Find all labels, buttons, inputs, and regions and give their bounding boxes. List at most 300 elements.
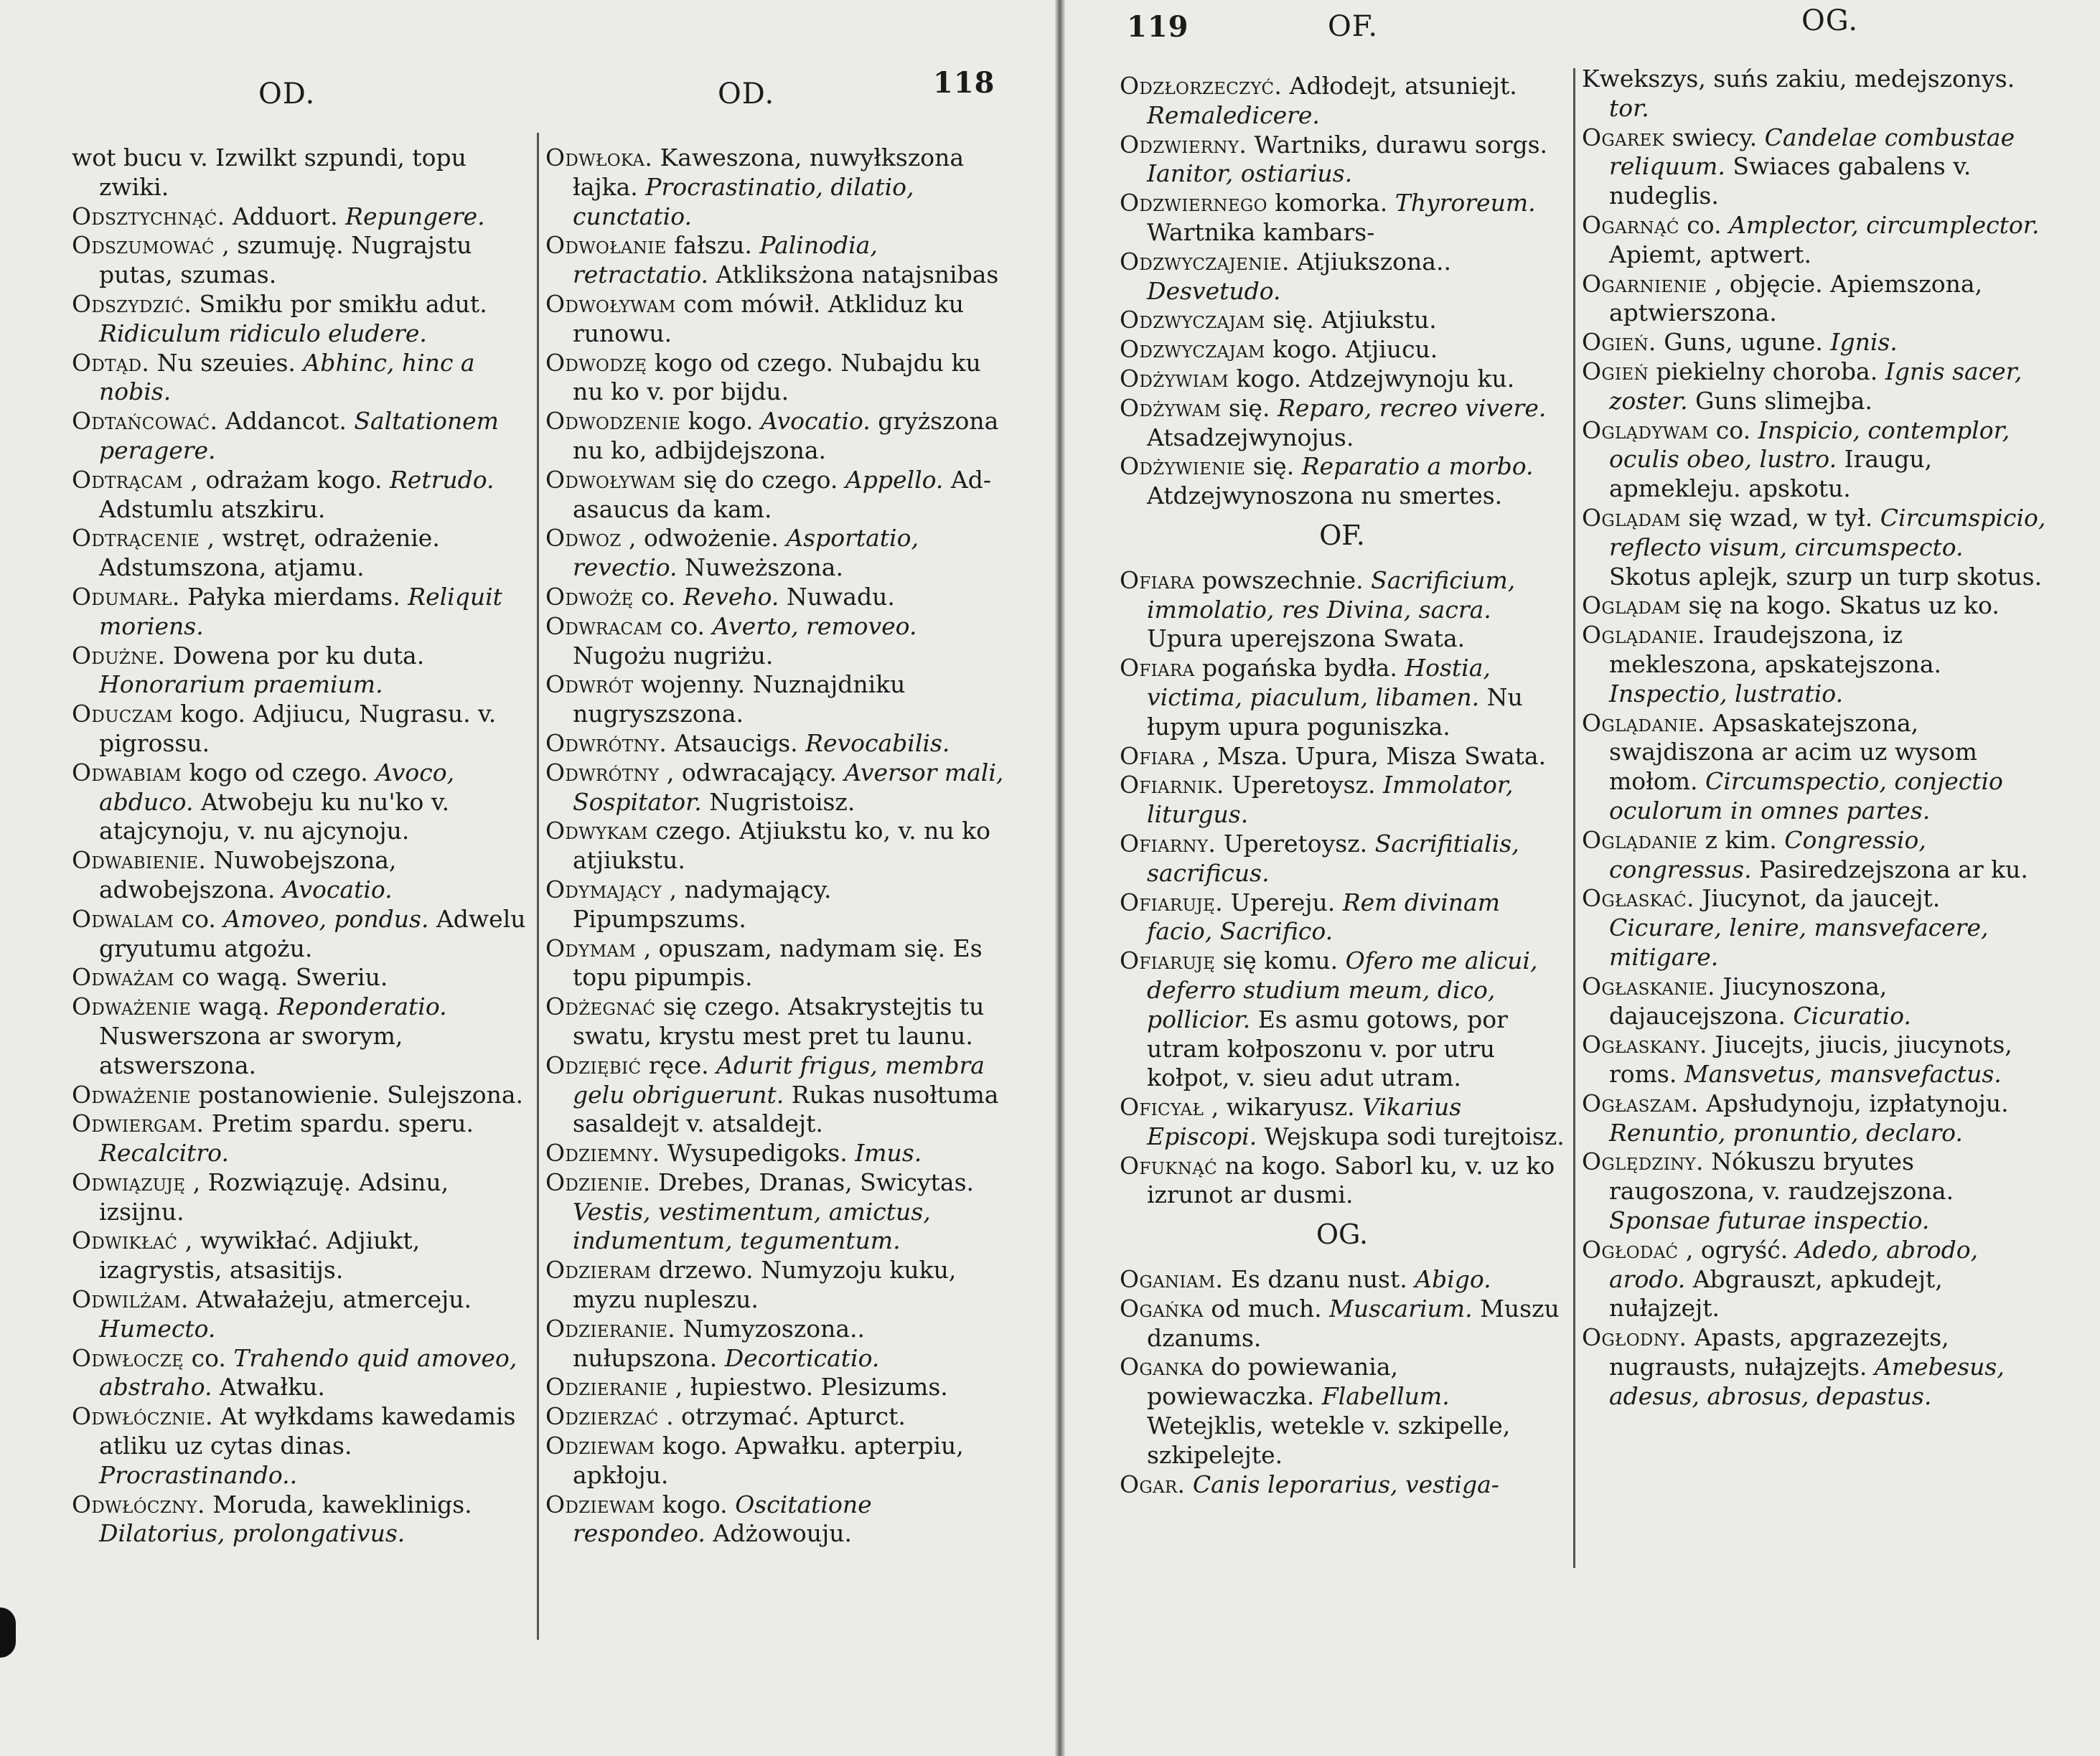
- entry-text: Kwekszys, suńs zakiu, medejszonys.: [1582, 65, 2015, 93]
- dictionary-entry: [1582, 1089, 2048, 1148]
- entry-translation: Upura uperejszona Swata.: [1147, 624, 1466, 653]
- entry-translation: Adstumlu atszkiru.: [99, 494, 326, 523]
- entry-text: się.: [1252, 452, 1295, 481]
- headword: Ogłodny.: [1582, 1323, 1687, 1352]
- headword: Odszumować: [72, 231, 215, 260]
- entry-text: Jiucejts, jiucis, jiucynots, roms.: [1609, 1030, 2012, 1089]
- dictionary-entry: [72, 202, 538, 232]
- dictionary-entry: [1120, 1470, 1565, 1500]
- entry-text: , wywikłać. Adjiukt, izagrystis, atsasitijs.: [99, 1226, 421, 1285]
- headword: Ogarek: [1582, 123, 1665, 151]
- headword: Oglądam: [1582, 503, 1682, 532]
- entry-translation: Adwelu gryutumu atgożu.: [99, 904, 526, 962]
- entry-text: Atjiukszona..: [1297, 247, 1451, 276]
- headword: Odważenie: [72, 992, 192, 1021]
- headword: Odwracam: [545, 611, 663, 640]
- entry-text: co.: [670, 611, 705, 640]
- headword: Odwrót: [545, 670, 634, 699]
- entry-text: swiecy.: [1672, 123, 1758, 151]
- latin-gloss: Ignis.: [1830, 328, 1898, 357]
- latin-gloss: Rem divinam facio, Sacrifico.: [1147, 888, 1501, 946]
- entry-text: , odwracający.: [666, 758, 837, 787]
- right-page: [1091, 0, 2081, 1756]
- entry-text: Pretim spardu. speru.: [211, 1109, 474, 1138]
- headword: Oficyał: [1120, 1093, 1204, 1122]
- dictionary-entry: [1120, 1295, 1565, 1353]
- dictionary-entry: [72, 759, 538, 846]
- latin-gloss: Avocatio.: [760, 407, 871, 436]
- dictionary-entry: [1582, 270, 2048, 329]
- headword: Odwrótny.: [545, 728, 667, 757]
- headword: Oganiam.: [1120, 1265, 1224, 1294]
- entry-text: wojenny. Nuznajdniku nugryszszona.: [573, 670, 906, 728]
- headword: Oglądanie.: [1582, 708, 1705, 737]
- headword: Ogłodać: [1582, 1235, 1679, 1264]
- headword: Odwiergam.: [72, 1109, 205, 1138]
- headword: Odzienie.: [545, 1168, 651, 1196]
- latin-gloss: Abhinc, hinc a nobis.: [99, 348, 475, 406]
- entry-text: co.: [181, 904, 216, 933]
- entry-text: , nadymający. Pipumpszums.: [573, 875, 832, 933]
- headword: Ofiara: [1120, 654, 1195, 682]
- dictionary-entry: [545, 1256, 1005, 1315]
- entry-text: co wagą. Sweriu.: [182, 963, 388, 992]
- entry-translation: Abgrauszt, apkudejt, nułajzejt.: [1609, 1264, 1943, 1323]
- dictionary-entry: [1582, 1147, 2048, 1235]
- entry-text: kogo. Adjiucu, Nugrasu. v. pigrossu.: [99, 700, 497, 757]
- right-column-2: [1582, 65, 2048, 1412]
- entry-translation: Atkliksżona natajsnibas: [716, 260, 999, 289]
- entry-translation: Muszu dzanums.: [1147, 1294, 1560, 1352]
- headword: Ogłaskanie.: [1582, 972, 1715, 1000]
- latin-gloss: Reparatio a morbo.: [1301, 452, 1534, 481]
- latin-gloss: Repungere.: [345, 202, 485, 230]
- entry-text: Guns, ugune.: [1664, 328, 1823, 357]
- headword: Ofiara: [1120, 741, 1195, 770]
- entry-text: kogo. Apwałku. apterpiu, apkłoju.: [573, 1432, 964, 1489]
- entry-text: Adłodejt, atsuniejt.: [1289, 72, 1517, 100]
- page-edge-shadow: [0, 1607, 16, 1658]
- headword: Odzwyczajam: [1120, 335, 1265, 364]
- dictionary-entry: [1582, 65, 2048, 123]
- left-running-head: [43, 0, 1048, 115]
- entry-text: Drebes, Dranas, Swicytas.: [658, 1168, 975, 1196]
- headword: Odtańcować.: [72, 407, 218, 436]
- entry-translation: Atsadzejwynojus.: [1147, 423, 1354, 451]
- entry-text: Wysupedigoks.: [667, 1139, 848, 1168]
- latin-gloss: Revocabilis.: [805, 728, 950, 757]
- headword: Odżywienie: [1120, 452, 1246, 481]
- entry-text: , odrażam kogo.: [190, 465, 383, 494]
- latin-gloss: Thyroreum.: [1394, 189, 1536, 217]
- latin-gloss: Dilatorius, prolongativus.: [99, 1519, 406, 1548]
- entry-text: , wstręt, odrażenie. Adstumszona, atjamu.: [99, 524, 440, 582]
- dictionary-entry: [1120, 1353, 1565, 1470]
- entry-text: co.: [641, 582, 676, 611]
- latin-gloss: Vikarius Episcopi.: [1147, 1093, 1462, 1150]
- latin-gloss: Reveho.: [683, 582, 779, 611]
- dictionary-entry: [1582, 972, 2048, 1031]
- latin-gloss: Ridiculum ridiculo eludere.: [99, 319, 427, 347]
- dictionary-entry: [72, 144, 538, 202]
- headword: Oglądanie: [1582, 825, 1698, 854]
- entry-text: się czego. Atsakrystejtis tu swatu, krystu mest pret tu launu.: [573, 992, 985, 1050]
- entry-text: co.: [191, 1343, 226, 1372]
- dictionary-entry: [1120, 1093, 1565, 1152]
- entry-text: wot bucu v. Izwilkt szpundi, topu zwiki.: [72, 144, 467, 201]
- latin-gloss: Retrudo.: [389, 465, 494, 494]
- dictionary-entry: [72, 583, 538, 642]
- headword: Odzieranie: [545, 1373, 668, 1401]
- headword: Odwalam: [72, 904, 174, 933]
- entry-text: postanowienie. Sulejszona.: [198, 1080, 523, 1109]
- headword: Odumarł.: [72, 582, 180, 611]
- headword: Ogar.: [1120, 1470, 1186, 1498]
- entry-translation: Wejskupa sodi turejtoisz.: [1264, 1122, 1565, 1150]
- entry-text: komorka.: [1275, 189, 1388, 217]
- entry-translation: Rukas nusołtuma sasaldejt v. atsaldejt.: [573, 1080, 999, 1138]
- dictionary-entry: [1582, 357, 2048, 416]
- headword: Odwoływam: [545, 289, 676, 318]
- headword: Odwilżam.: [72, 1285, 189, 1314]
- headword: Ogłaskać.: [1582, 884, 1694, 913]
- dictionary-entry: [1582, 1323, 2048, 1411]
- headword: Odżywiam: [1120, 364, 1229, 393]
- entry-text: Moruda, kaweklinigs.: [212, 1490, 472, 1518]
- latin-gloss: Vestis, vestimentum, amictus, indumentum, tegumentum.: [573, 1197, 931, 1255]
- headword: Odwoływam: [545, 465, 676, 494]
- headword: Odwłoka.: [545, 144, 653, 172]
- dictionary-entry: [72, 1285, 538, 1344]
- headword: Odużne.: [72, 641, 166, 670]
- entry-text: At wyłkdams kawedamis atliku uz cytas dinas.: [99, 1402, 516, 1460]
- dictionary-entry: [1582, 416, 2048, 504]
- latin-gloss: Sponsae futurae inspectio.: [1609, 1206, 1930, 1235]
- headword: Ogarnienie: [1582, 269, 1707, 298]
- dictionary-entry: [72, 700, 538, 759]
- headword: Odwiązuję: [72, 1168, 186, 1196]
- dictionary-entry: [72, 642, 538, 700]
- entry-text: Apasts, apgrazezejts, nugrausts, nułajzejts.: [1609, 1323, 1949, 1381]
- headword: Odtrącenie: [72, 524, 200, 553]
- entry-text: Addancot.: [225, 407, 347, 436]
- left-page-number: 118: [933, 66, 995, 100]
- headword: Ofuknąć: [1120, 1151, 1218, 1180]
- headword: Oglądam: [1582, 591, 1682, 620]
- headword: Odziewam: [545, 1432, 655, 1460]
- entry-text: Apsłudynoju, izpłatynoju.: [1706, 1089, 2009, 1117]
- entry-text: , łupiestwo. Plesizums.: [675, 1373, 948, 1401]
- dictionary-entry: [545, 1139, 1005, 1168]
- headword: Odwołanie: [545, 231, 667, 260]
- latin-gloss: Ianitor, ostiarius.: [1147, 159, 1353, 188]
- latin-gloss: Remaledicere.: [1147, 100, 1320, 129]
- entry-text: , Msza. Upura, Misza Swata.: [1201, 741, 1547, 770]
- latin-gloss: Avocatio.: [282, 875, 393, 903]
- headword: Odwoz: [545, 524, 622, 553]
- left-column-2: [545, 144, 1005, 1549]
- entry-text: się komu.: [1222, 947, 1339, 975]
- entry-text: Atwałażeju, atmerceju.: [196, 1285, 472, 1314]
- dictionary-entry: [545, 934, 1005, 993]
- dictionary-entry: [72, 963, 538, 992]
- entry-text: się do czego.: [683, 465, 838, 494]
- left-page: [43, 0, 1048, 1756]
- entry-text: wagą.: [198, 992, 270, 1021]
- entry-translation: Skotus aplejk, szurp un turp skotus.: [1609, 562, 2043, 591]
- entry-text: , opuszam, nadymam się. Es topu pipumpis.: [573, 934, 983, 992]
- entry-translation: Ad-asaucus da kam.: [573, 465, 992, 523]
- right-header-right: OG.: [1801, 4, 1859, 37]
- latin-gloss: Sacrificium, immolatio, res Divina, sacra.: [1147, 565, 1516, 624]
- entry-text: Jiucynoszona, dajaucejszona.: [1609, 972, 1888, 1030]
- dictionary-entry: [1120, 452, 1565, 511]
- dictionary-entry: [72, 992, 538, 1080]
- headword: Oglądanie.: [1582, 621, 1705, 649]
- entry-text: . otrzymać. Apturct.: [666, 1402, 906, 1431]
- headword: Ogarnąć: [1582, 210, 1679, 239]
- entry-text: Uperetoysz.: [1232, 771, 1376, 799]
- dictionary-entry: [1582, 1236, 2048, 1323]
- latin-gloss: Averto, removeo.: [712, 611, 917, 640]
- entry-text: kogo. Atdzejwynoju ku.: [1236, 364, 1515, 393]
- entry-translation: Atwobeju ku nu'ko v. atajcynoju, v. nu ajcynoju.: [99, 787, 450, 845]
- dictionary-entry: [72, 524, 538, 583]
- right-page-number: 119: [1127, 10, 1189, 44]
- entry-text: Dowena por ku duta.: [172, 641, 425, 670]
- dictionary-entry: [1120, 1152, 1565, 1211]
- latin-gloss: Aversor mali, Sospitator.: [573, 758, 1004, 816]
- entry-text: co.: [1687, 210, 1722, 239]
- dictionary-entry: [545, 817, 1005, 875]
- headword: Odzieranie.: [545, 1314, 676, 1343]
- entry-translation: Swiaces gabalens v. nudeglis.: [1609, 152, 1972, 210]
- headword: Odżywam: [1120, 393, 1222, 422]
- latin-gloss: Sacrifitialis, sacrificus.: [1147, 829, 1519, 887]
- latin-gloss: Muscarium.: [1329, 1294, 1473, 1323]
- latin-gloss: Renuntio, pronuntio, declaro.: [1609, 1118, 1963, 1147]
- entry-text: kogo.: [688, 407, 754, 436]
- dictionary-entry: [1582, 621, 2048, 708]
- dictionary-entry: [1582, 709, 2048, 826]
- entry-text: kogo od czego.: [189, 758, 368, 787]
- latin-gloss: Honorarium praemium.: [99, 670, 383, 699]
- latin-gloss: Amoveo, pondus.: [223, 904, 429, 933]
- left-header-center: OD.: [718, 78, 775, 111]
- headword: Odważenie: [72, 1080, 192, 1109]
- entry-translation: Es asmu gotows, por utram kołposzonu v. por utru kołpot, v. sieu adut utram.: [1147, 1005, 1508, 1092]
- entry-text: Numyzoszona.. nułupszona.: [573, 1314, 865, 1372]
- headword: Odwikłać: [72, 1226, 178, 1255]
- headword: Odważam: [72, 963, 174, 992]
- entry-translation: Pasiredzejszona ar ku.: [1759, 855, 2028, 883]
- latin-gloss: Reponderatio.: [277, 992, 447, 1021]
- headword: Oglądywam: [1582, 415, 1709, 444]
- latin-gloss: Procrastinatio, dilatio, cunctatio.: [573, 172, 914, 230]
- entry-text: się.: [1228, 393, 1270, 422]
- dictionary-entry: [545, 612, 1005, 671]
- headword: Oględziny.: [1582, 1147, 1704, 1176]
- dictionary-entry: [545, 466, 1005, 525]
- headword: Odzwierny.: [1120, 130, 1247, 159]
- latin-gloss: Ignis sacer, zoster.: [1609, 357, 2022, 415]
- dictionary-entry: [72, 231, 538, 290]
- dictionary-entry: [1120, 131, 1565, 189]
- latin-gloss: Circumspectio, conjectio oculorum in omnes partes.: [1609, 767, 2003, 825]
- latin-gloss: Amplector, circumplector.: [1729, 210, 2040, 239]
- headword: Odwabiam: [72, 758, 182, 787]
- headword: Odzieram: [545, 1256, 652, 1285]
- dictionary-entry: [1120, 947, 1565, 1093]
- entry-text: kogo od czego. Nubajdu ku nu ko v. por bijdu.: [573, 348, 981, 406]
- entry-text: Pałyka mierdams.: [187, 582, 400, 611]
- latin-gloss: Amebesus, adesus, abrosus, depastus.: [1609, 1353, 2005, 1410]
- dictionary-entry: [545, 349, 1005, 408]
- dictionary-entry: [545, 1432, 1005, 1490]
- dictionary-entry: [1582, 211, 2048, 270]
- latin-gloss: Asportatio, revectio.: [573, 524, 919, 582]
- dictionary-entry: [545, 1051, 1005, 1139]
- entry-text: kogo. Atjiucu.: [1272, 335, 1438, 364]
- latin-gloss: Flabellum.: [1321, 1382, 1450, 1411]
- dictionary-entry: [72, 1402, 538, 1490]
- dictionary-entry: [1120, 189, 1565, 248]
- dictionary-entry: [545, 875, 1005, 934]
- dictionary-entry: [72, 846, 538, 905]
- entry-text: , szumuję. Nugrajstu putas, szumas.: [99, 231, 472, 289]
- entry-translation: gryższona nu ko, adbijdejszona.: [573, 407, 999, 464]
- latin-gloss: Immolator, liturgus.: [1147, 771, 1514, 829]
- dictionary-entry: [545, 583, 1005, 612]
- entry-text: Smikłu por smikłu adut.: [199, 289, 487, 318]
- latin-gloss: Inspicio, contemplor, oculis obeo, lustro.: [1609, 415, 2010, 474]
- entry-text: Wartniks, durawu sorgs.: [1254, 130, 1548, 159]
- entry-text: od much.: [1211, 1294, 1322, 1323]
- headword: Odwłócznie.: [72, 1402, 213, 1431]
- headword: Odwodzenie: [545, 407, 681, 436]
- headword: Odtąd.: [72, 348, 150, 377]
- headword: Odwrótny: [545, 758, 660, 787]
- latin-gloss: Decorticatio.: [724, 1343, 880, 1372]
- entry-text: kogo.: [662, 1490, 728, 1518]
- dictionary-entry: [72, 1344, 538, 1403]
- dictionary-entry: [1582, 591, 2048, 621]
- headword: Ofiaruję.: [1120, 888, 1223, 916]
- entry-text: , odwożenie.: [628, 524, 779, 553]
- headword: Oduczam: [72, 700, 173, 728]
- headword: Ogłaskany.: [1582, 1030, 1707, 1059]
- entry-text: do powiewania, powiewaczka.: [1147, 1353, 1399, 1411]
- headword: Ogańka: [1120, 1294, 1204, 1323]
- latin-gloss: Avoco, abduco.: [99, 758, 455, 816]
- headword: Odzierzać: [545, 1402, 659, 1431]
- dictionary-entry: [72, 1081, 538, 1110]
- dictionary-entry: [545, 992, 1005, 1051]
- dictionary-entry: [72, 1109, 538, 1168]
- entry-translation: Wetejklis, wetekle v. szkipelle, szkipelejte.: [1147, 1412, 1511, 1469]
- entry-text: Nókuszu bryutes raugoszona, v. raudzejszona.: [1609, 1147, 1954, 1206]
- entry-translation: Nu łupym upura poguniszka.: [1147, 682, 1523, 741]
- headword: Odwłoczę: [72, 1343, 184, 1372]
- left-column-1: [72, 144, 538, 1549]
- entry-text: z kim.: [1705, 825, 1777, 854]
- entry-translation: Atdzejwynoszona nu smertes.: [1147, 482, 1503, 510]
- latin-gloss: Cicurare, lenire, mansvefacere, mitigare.: [1609, 914, 1989, 971]
- headword: Odwodzę: [545, 348, 647, 377]
- headword: Odzwyczajenie.: [1120, 247, 1290, 276]
- entry-text: Atsaucigs.: [674, 728, 798, 757]
- headword: Ofiara: [1120, 565, 1195, 594]
- section-heading: OG.: [1316, 1219, 1369, 1251]
- latin-gloss: Congressio, congressus.: [1609, 825, 1926, 883]
- column-rule: [1573, 68, 1575, 1568]
- entry-text: fałszu.: [674, 231, 752, 260]
- dictionary-entry: [545, 1373, 1005, 1402]
- book-gutter: [1055, 0, 1065, 1756]
- dictionary-entry: [1120, 566, 1565, 654]
- headword: Odziębić: [545, 1051, 642, 1079]
- entry-text: Kaweszona, nuwyłkszona łajka.: [573, 144, 965, 201]
- latin-gloss: Trahendo quid amoveo, abstraho.: [99, 1343, 517, 1401]
- headword: Odzwiernego: [1120, 189, 1267, 217]
- headword: Ogień: [1582, 357, 1649, 385]
- entry-translation: Nugożu nugriżu.: [573, 641, 774, 670]
- entry-text: , Rozwiązuję. Adsinu, izsijnu.: [99, 1168, 449, 1226]
- entry-translation: Nugristoisz.: [709, 787, 856, 816]
- entry-text: się wzad, w tył.: [1688, 503, 1873, 532]
- latin-gloss: Procrastinando..: [99, 1460, 298, 1489]
- left-header-left: OD.: [258, 78, 316, 111]
- latin-gloss: Oscitatione respondeo.: [573, 1490, 872, 1548]
- headword: Odwykam: [545, 817, 648, 845]
- latin-gloss: Inspectio, lustratio.: [1609, 679, 1844, 708]
- entry-text: Upereju.: [1230, 888, 1336, 916]
- headword: Oganka: [1120, 1353, 1204, 1381]
- entry-text: , ogryść.: [1685, 1235, 1789, 1264]
- entry-text: , wikaryusz.: [1211, 1093, 1355, 1122]
- latin-gloss: Saltationem peragere.: [99, 407, 499, 464]
- dictionary-entry: [545, 144, 1005, 231]
- dictionary-entry: [1120, 335, 1565, 365]
- dictionary-entry: [1120, 888, 1565, 947]
- dictionary-entry: [72, 1226, 538, 1285]
- headword: Odzłorzeczyć.: [1120, 72, 1283, 100]
- latin-gloss: Humecto.: [99, 1314, 216, 1343]
- dictionary-entry: [1120, 365, 1565, 394]
- dictionary-entry: [1582, 123, 2048, 211]
- entry-translation: Apiemt, aptwert.: [1609, 240, 1811, 268]
- entry-translation: Guns slimejba.: [1695, 386, 1872, 415]
- entry-text: co.: [1715, 415, 1751, 444]
- dictionary-entry: [72, 349, 538, 408]
- headword: Odżegnać: [545, 992, 656, 1021]
- entry-text: , objęcie. Apiemszona, aptwierszona.: [1609, 269, 1983, 327]
- entry-text: piekielny choroba.: [1656, 357, 1878, 385]
- headword: Ofiaruję: [1120, 947, 1216, 975]
- entry-text: com mówił. Atkliduz ku runowu.: [573, 289, 965, 347]
- latin-gloss: Adurit frigus, membra gelu obriguerunt.: [573, 1051, 985, 1109]
- entry-text: się na kogo. Skatus uz ko.: [1688, 591, 2000, 620]
- dictionary-entry: [545, 290, 1005, 349]
- dictionary-entry: [545, 1168, 1005, 1256]
- latin-gloss: Hostia, victima, piaculum, libamen.: [1147, 654, 1491, 711]
- dictionary-entry: [72, 290, 538, 349]
- dictionary-entry: [1582, 1030, 2048, 1089]
- headword: Odymam: [545, 934, 637, 962]
- entry-text: drzewo. Numyzoju kuku, myzu nupleszu.: [573, 1256, 957, 1314]
- dictionary-entry: [72, 466, 538, 525]
- dictionary-entry: [545, 407, 1005, 466]
